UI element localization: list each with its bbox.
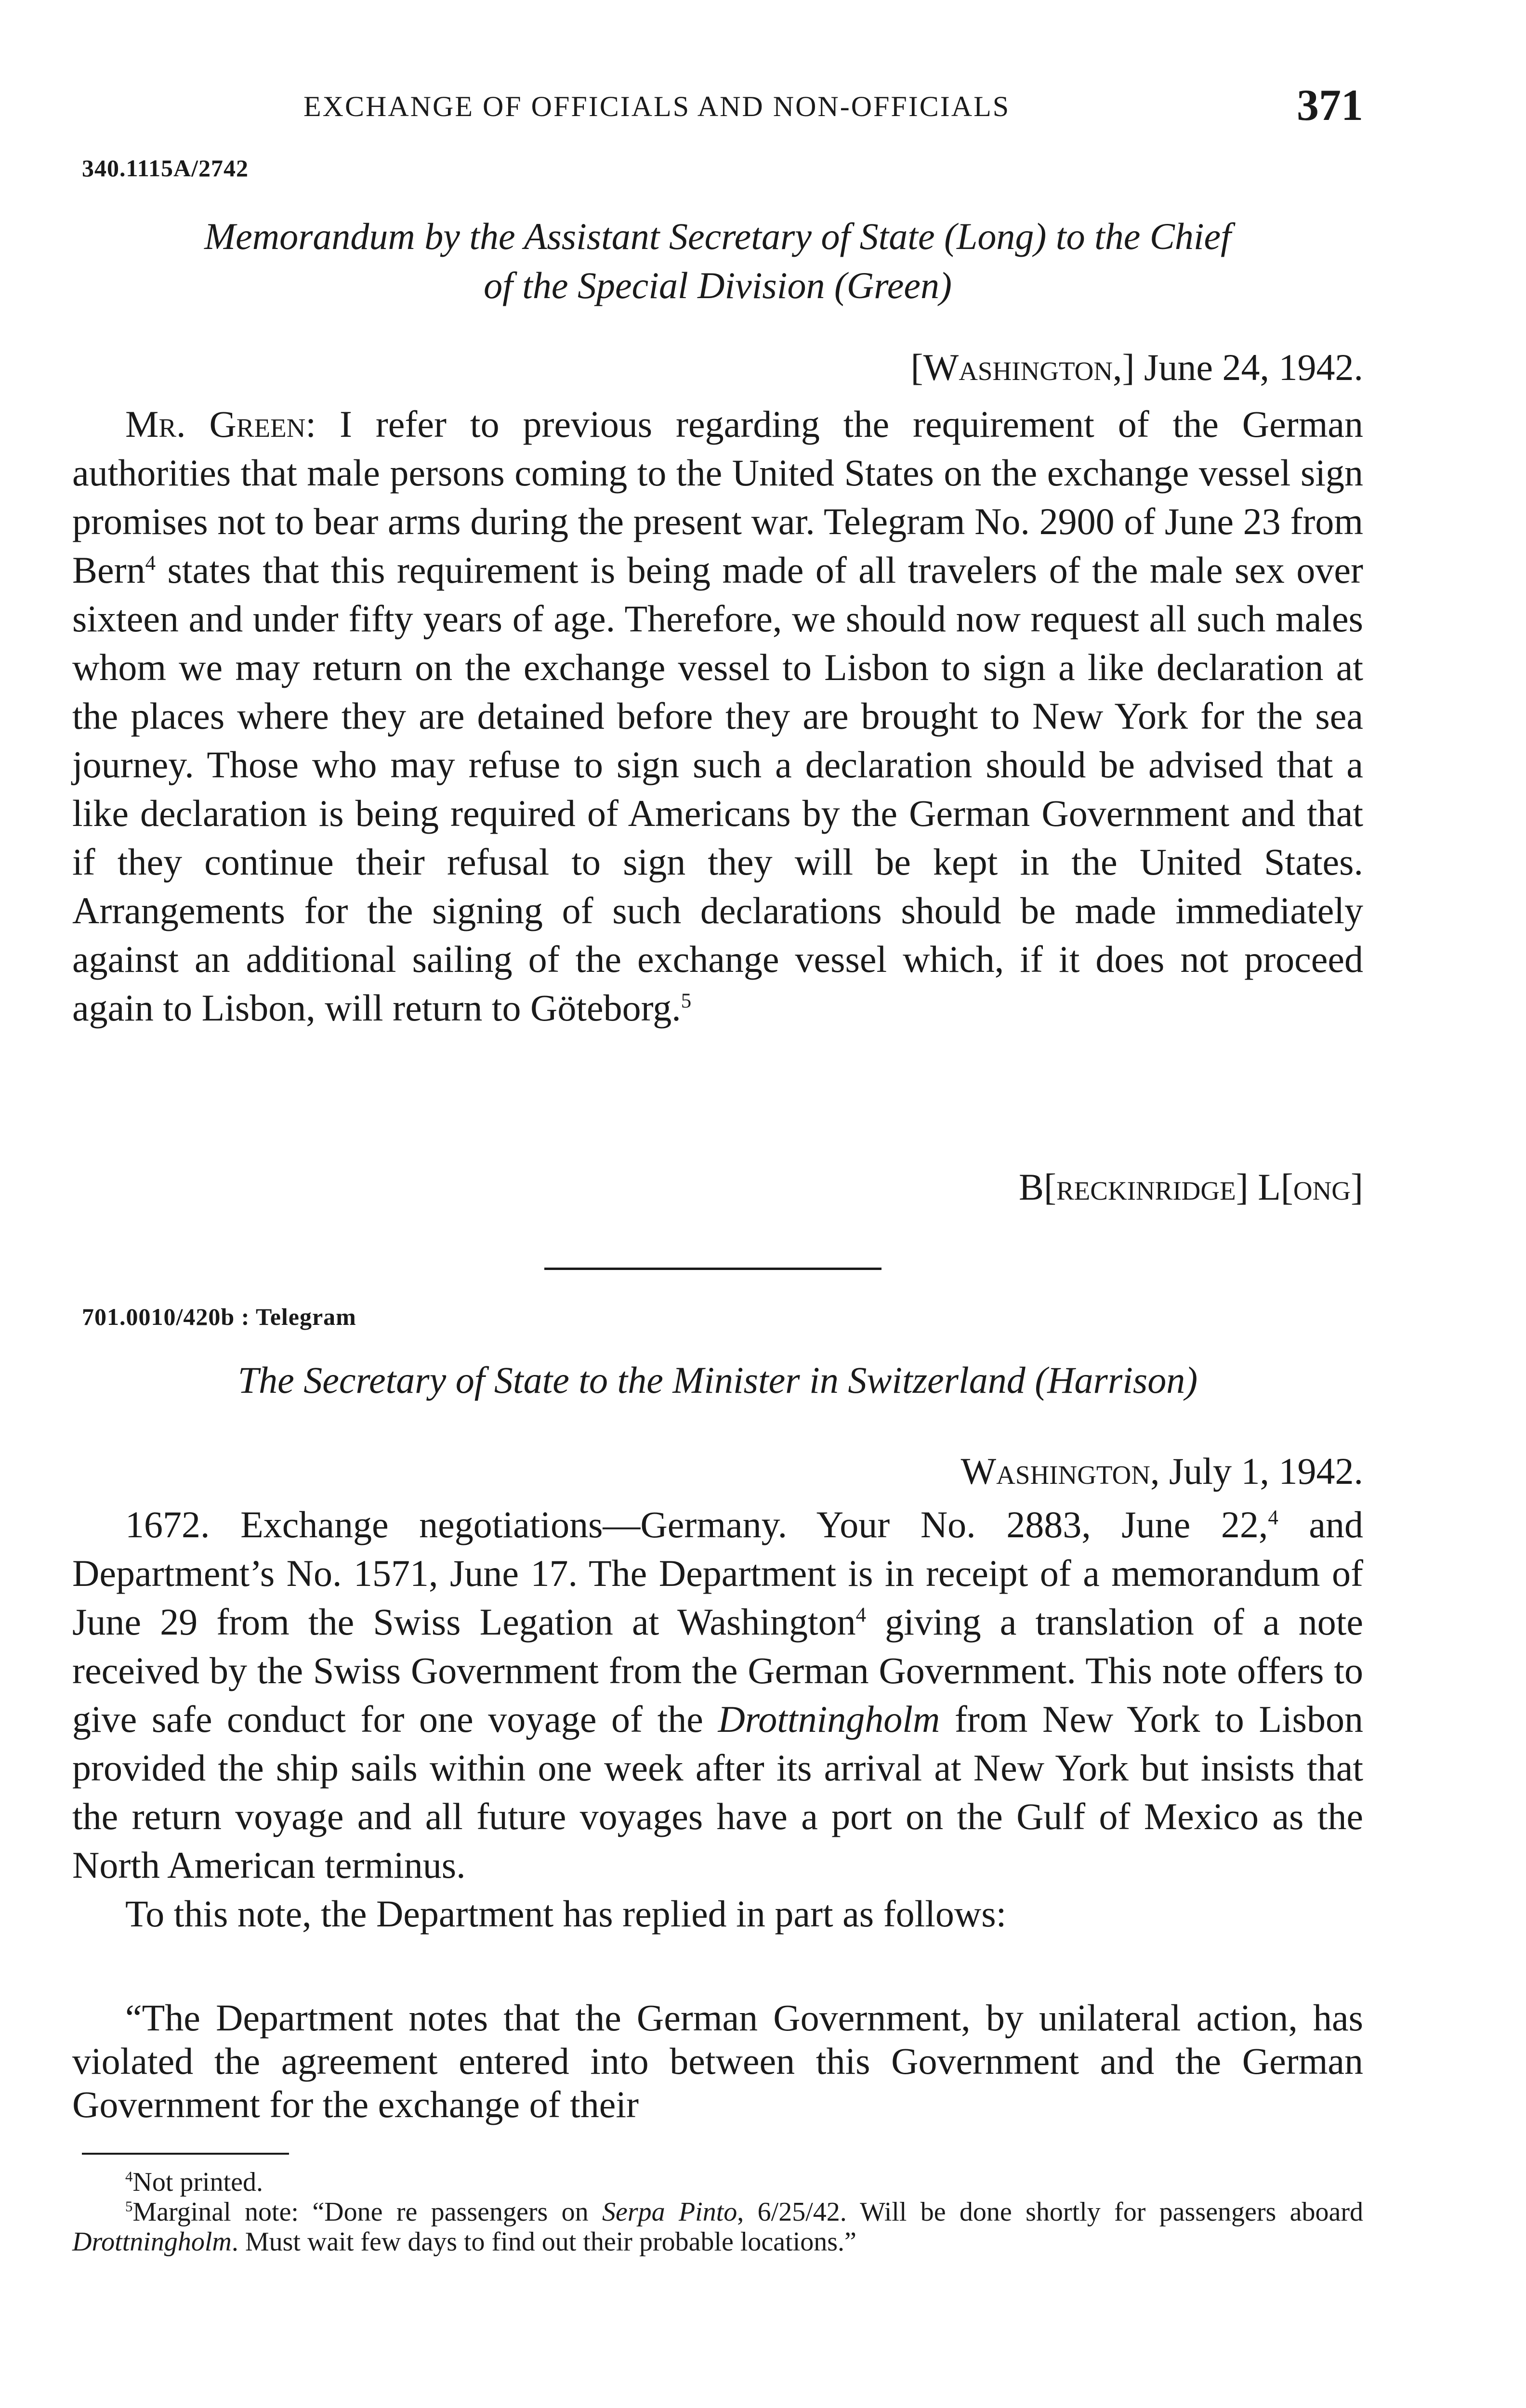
telegram-paragraph-1 — [72, 1500, 1363, 1889]
dateline-place: Washington, — [960, 1450, 1160, 1492]
document-heading-1 — [72, 212, 1363, 310]
quote-paragraph: “The Department notes that the German Government, by unilateral action, has violated the agreement entered into between this Government and the German Government for the exchange of their — [72, 1997, 1363, 2125]
signature-initial-b: B — [1018, 1166, 1044, 1208]
body-text-segment: states that this requirement is being made of all travelers of the male sex over sixteen and under fifty years of age. Therefore, we should now request all such males whom we may return on the exchange vessel to Lisbon to sign a like declaration at the places where they are detained before they are brought to New York for the sea journey. Those who may refuse to sign such a declaration should be advised that a like declaration is being required of Americans by the German Government and that if they continue their refusal to sign they will be kept in the United States. Arrangements for the signing of such declarations should be made immediately against an additional sailing of the exchange vessel which, if it does not proceed again to Lisbon, will return to Göteborg. — [72, 549, 1363, 1029]
ship-name: Drottningholm — [72, 2227, 232, 2257]
quoted-reply — [72, 1996, 1363, 2126]
heading-line-2: of the Special Division (Green) — [484, 264, 952, 306]
dateline-date: June 24, 1942. — [1144, 346, 1363, 388]
signature-name-b: reckinridge — [1056, 1166, 1236, 1208]
signature: B[reckinridge] L[ong] — [1018, 1166, 1363, 1208]
footnote-mark: 5 — [125, 2198, 133, 2215]
section-divider — [544, 1268, 881, 1270]
dateline-date: July 1, 1942. — [1169, 1450, 1363, 1492]
footnote-text: Not printed. — [132, 2167, 263, 2197]
file-reference-2: 701.0010/420b : Telegram — [82, 1303, 356, 1330]
running-head — [72, 79, 1363, 132]
signature-initial-l: L — [1258, 1166, 1281, 1208]
heading-line-1: Memorandum by the Assistant Secretary of State (Long) to the Chief — [204, 215, 1231, 257]
footnote-ref-5: 5 — [681, 990, 692, 1012]
ship-name: Drottningholm — [718, 1698, 940, 1740]
footnote-4 — [72, 2167, 1363, 2197]
body-text-segment: from New York to Lisbon provided the ship sails within one week after its arrival at New York but insists that the return voyage and all future voyages have a port on the Gulf of Mexico as the North American terminus. — [72, 1698, 1363, 1886]
telegram-body — [72, 1500, 1363, 1938]
dateline-place: Washington, — [923, 346, 1122, 388]
salutation: Mr. Green — [125, 403, 306, 445]
footnote-rule — [82, 2153, 289, 2155]
footnote-text: . Must wait few days to find out their probable locations.” — [231, 2227, 856, 2257]
footnotes — [72, 2167, 1363, 2257]
footnote-mark: 4 — [125, 2168, 133, 2185]
file-reference-1: 340.1115A/2742 — [82, 155, 249, 182]
footnote-ref-4: 4 — [145, 552, 156, 575]
dateline-2 — [961, 1450, 1363, 1493]
document-heading-2: The Secretary of State to the Minister in Switzerland (Harrison) — [237, 1359, 1198, 1401]
footnote-ref-4: 4 — [855, 1604, 867, 1626]
body-text-segment: giving a translation of a note received by the Swiss Government from the German Government. This note offers to give safe conduct for one voyage of the — [72, 1601, 1363, 1740]
footnote-text: , 6/25/42. Will be done shortly for passengers aboard — [737, 2197, 1363, 2227]
running-title: EXCHANGE OF OFFICIALS AND NON-OFFICIALS — [303, 91, 1011, 122]
memorandum-body — [72, 400, 1363, 1032]
signature-name-l: ong — [1293, 1166, 1351, 1208]
page-number: 371 — [1297, 80, 1363, 130]
body-text-segment: 1672. Exchange negotiations—Germany. Your No. 2883, June 22, — [125, 1504, 1268, 1545]
ship-name: Serpa Pinto — [602, 2197, 737, 2227]
dateline-1: [Washington,] June 24, 1942. — [910, 346, 1363, 388]
body-text-segment: and Department’s No. 1571, June 17. The Department is in receipt of a memorandum of June 29 from the Swiss Legation at Washington — [72, 1504, 1364, 1643]
body-text-segment: : I refer to previous regarding the requirement of the German authorities that male persons coming to the United States on the exchange vessel sign promises not to bear arms during the present war. Telegram No. 2900 of June 23 from Bern — [72, 403, 1363, 591]
footnote-ref-4: 4 — [1268, 1506, 1278, 1529]
telegram-paragraph-2: To this note, the Department has replied in part as follows: — [125, 1893, 1007, 1935]
footnote-text: Marginal note: “Done re passengers on — [132, 2197, 602, 2227]
memorandum-paragraph — [72, 400, 1363, 1032]
footnote-5 — [72, 2197, 1363, 2257]
